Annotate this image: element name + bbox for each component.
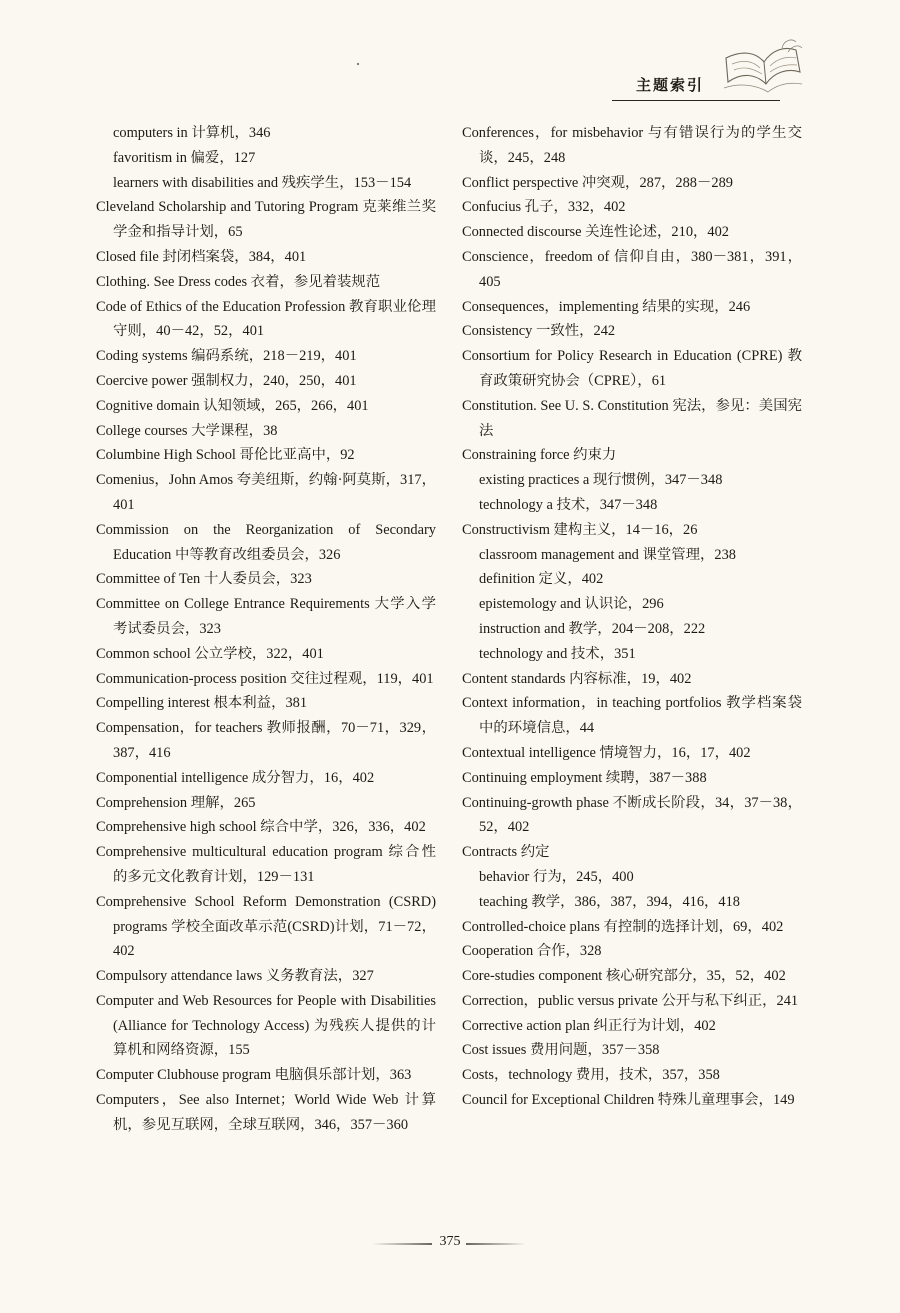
index-entry: Communication-process position 交往过程观，119，401 [96, 670, 434, 687]
index-entry: Council for Exceptional Children 特殊儿童理事会，149 [462, 1092, 795, 1109]
index-column-right [462, 121, 802, 1113]
index-entry: Common school 公立学校，322，401 [96, 645, 324, 662]
index-entry: Contextual intelligence 情境智力，16，17，402 [462, 744, 751, 761]
index-entry: Connected discourse 关连性论述，210，402 [462, 224, 729, 241]
footer-ornament-right [466, 1242, 526, 1246]
index-entry: Constitution. See U. S. Constitution 宪法，参见：美国宪法 [462, 397, 802, 439]
index-entry: Core-studies component 核心研究部分，35，52，402 [462, 968, 786, 985]
index-entry: Clothing. See Dress codes 衣着，参见着装规范 [96, 273, 381, 290]
index-entry: Cost issues 费用问题，357－358 [462, 1042, 660, 1059]
index-entry: Comprehensive School Reform Demonstration (CSRD) programs 学校全面改革示范(CSRD)计划，71－72，402 [96, 893, 436, 960]
index-entry: Continuing employment 续聘，387－388 [462, 769, 707, 786]
index-entry: Constraining force 约束力 [462, 447, 617, 464]
index-entry: Comprehension 理解，265 [96, 794, 256, 811]
index-entry: Coding systems 编码系统，218－219，401 [96, 348, 357, 365]
running-title: 主题索引 [635, 76, 704, 94]
index-entry: Committee on College Entrance Requirements 大学入学考试委员会，323 [96, 596, 436, 637]
index-entry: Comprehensive high school 综合中学，326，336，402 [96, 819, 426, 836]
index-entry: Columbine High School 哥伦比亚高中，92 [96, 447, 355, 464]
index-entry: Comenius，John Amos 夸美纽斯，约翰·阿莫斯，317，401 [96, 472, 436, 513]
index-entry: Computer and Web Resources for People with Disabilities (Alliance for Technology Access) 为残疾人提供的计算机和网络资源，155 [96, 992, 436, 1059]
index-entry: Contracts 约定 [462, 844, 550, 861]
index-entry: Coercive power 强制权力，240，250，401 [96, 372, 357, 389]
index-entry: Computers，See also Internet；World Wide Web 计算机，参见互联网，全球互联网，346，357－360 [96, 1092, 436, 1133]
index-subentry: technology a 技术，347－348 [479, 496, 658, 513]
index-entry: Commission on the Reorganization of Secondary Education 中等教育改组委员会，326 [96, 521, 436, 563]
index-entry: Code of Ethics of the Education Profession 教育职业伦理守则，40－42，52，401 [96, 298, 436, 340]
index-entry: Compulsory attendance laws 义务教育法，327 [96, 968, 374, 985]
index-subentry: definition 定义，402 [479, 571, 604, 588]
index-entry: Correction，public versus private 公开与私下纠正，241 [462, 992, 799, 1009]
index-entry: Componential intelligence 成分智力，16，402 [96, 769, 375, 786]
index-entry: Consistency 一致性，242 [462, 323, 616, 340]
speck [357, 63, 359, 65]
index-subentry: existing practices a 现行惯例，347－348 [479, 472, 723, 489]
index-subentry: favoritism in 偏爱，127 [113, 149, 256, 166]
index-subentry: teaching 教学，386，387，394，416，418 [479, 893, 741, 910]
index-entry: Cognitive domain 认知领域，265，266，401 [96, 397, 369, 414]
index-subentry: classroom management and 课堂管理，238 [479, 546, 736, 563]
index-entry: College courses 大学课程，38 [96, 422, 278, 439]
index-entry: Committee of Ten 十人委员会，323 [96, 571, 312, 588]
index-entry: Conscience，freedom of 信仰自由，380－381，391，405 [462, 248, 802, 290]
index-subentry: computers in 计算机，346 [113, 125, 271, 141]
index-entry: Conflict perspective 冲突观，287，288－289 [462, 174, 733, 191]
index-subentry: epistemology and 认识论，296 [479, 596, 664, 613]
index-entry: Cleveland Scholarship and Tutoring Program 克莱维兰奖学金和指导计划，65 [96, 199, 436, 241]
index-subentry: learners with disabilities and 残疾学生，153－154 [113, 174, 412, 191]
index-entry: Consequences，implementing 结果的实现，246 [462, 298, 751, 315]
index-entry: Computer Clubhouse program 电脑俱乐部计划，363 [96, 1067, 412, 1084]
index-entry: Closed file 封闭档案袋，384，401 [96, 248, 307, 265]
index-entry: Compensation，for teachers 教师报酬，70－71，329，387，416 [96, 720, 436, 761]
index-entry: Controlled-choice plans 有控制的选择计划，69，402 [462, 918, 784, 935]
page-number: 375 [439, 1234, 461, 1249]
open-book-icon [722, 38, 804, 98]
index-entry: Content standards 内容标准，19，402 [462, 670, 692, 687]
index-entry: Constructivism 建构主义，14－16，26 [462, 521, 698, 538]
header-rule [612, 100, 780, 101]
index-entry: Confucius 孔子，332，402 [462, 199, 626, 216]
index-entry: Consortium for Policy Research in Education (CPRE) 教育政策研究协会（CPRE），61 [462, 348, 802, 389]
index-entry: Cooperation 合作，328 [462, 943, 602, 960]
index-subentry: technology and 技术，351 [479, 645, 636, 662]
index-entry: Continuing-growth phase 不断成长阶段，34，37－38，52，402 [462, 794, 802, 836]
index-subentry: behavior 行为，245，400 [479, 868, 634, 885]
index-column-left [96, 121, 436, 1138]
index-entry: Costs，technology 费用，技术，357，358 [462, 1067, 720, 1084]
index-entry: Conferences，for misbehavior 与有错误行为的学生交谈，245，248 [462, 125, 802, 166]
index-entry: Corrective action plan 纠正行为计划，402 [462, 1017, 716, 1034]
index-subentry: instruction and 教学，204－208，222 [479, 620, 706, 637]
index-entry: Context information，in teaching portfolios 教学档案袋中的环境信息，44 [462, 695, 802, 737]
index-entry: Compelling interest 根本利益，381 [96, 695, 308, 712]
index-entry: Comprehensive multicultural education program 综合性的多元文化教育计划，129－131 [96, 844, 436, 885]
